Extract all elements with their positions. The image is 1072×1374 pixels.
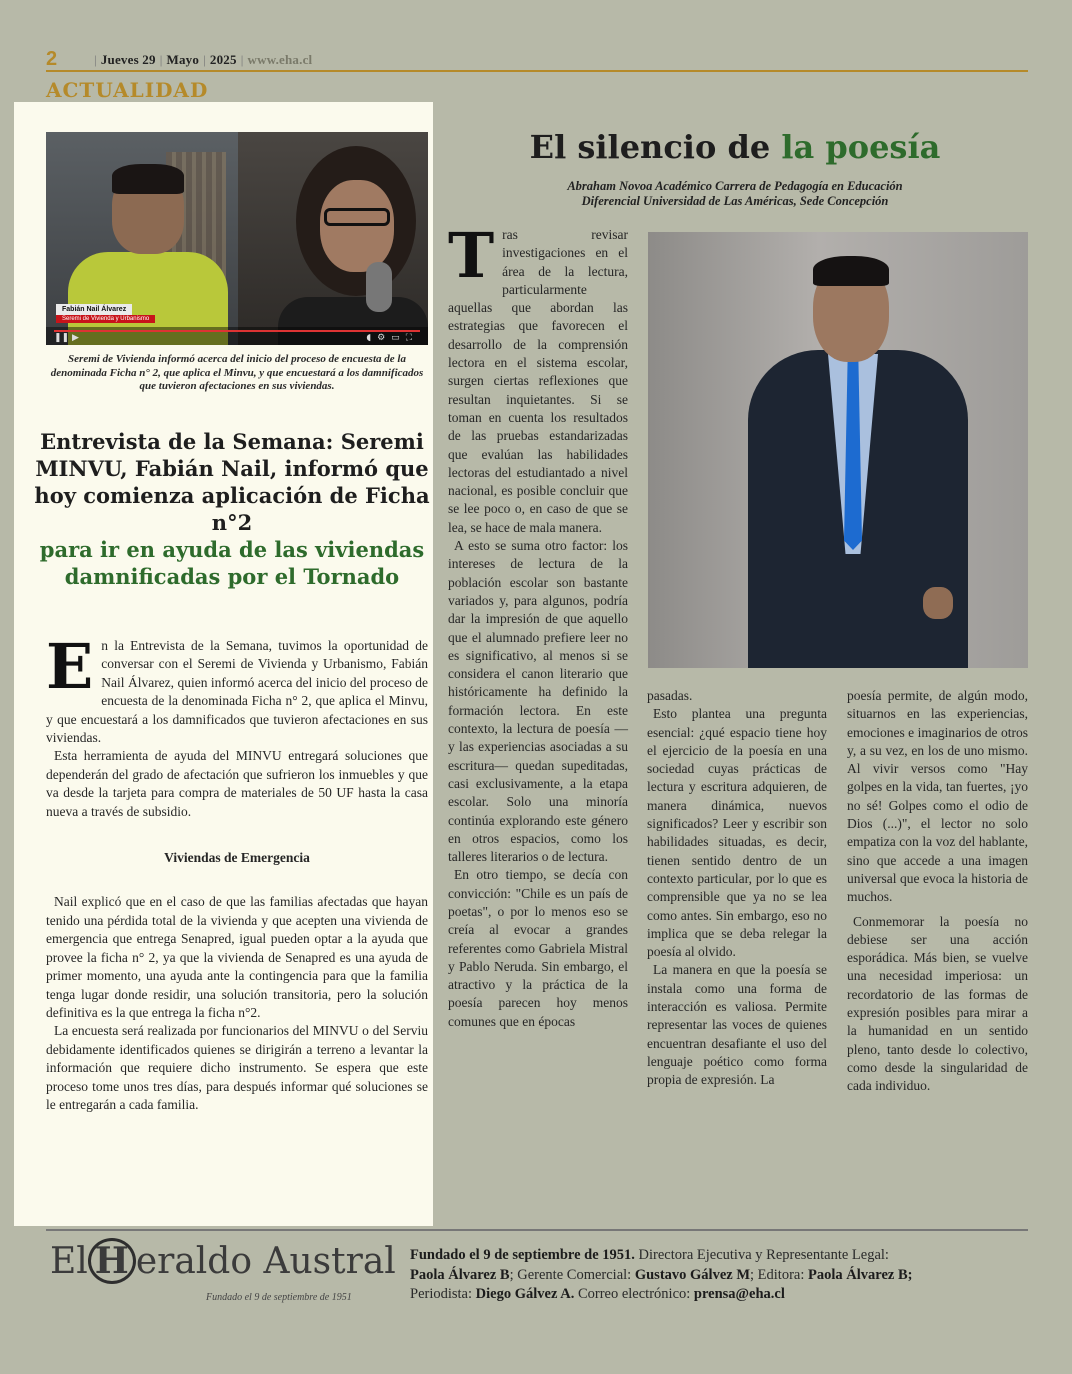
- imprint-manager-name: Gustavo Gálvez M: [634, 1266, 751, 1283]
- headline-main: Entrevista de la Semana: Seremi MINVU, Fabián Nail, informó que hoy comienza aplicación de Ficha n°2: [34, 429, 430, 535]
- imprint-email[interactable]: prensa@eha.cl: [693, 1286, 785, 1302]
- imprint-block: [410, 1246, 1028, 1305]
- imprint-editor-label: ; Editora:: [750, 1266, 805, 1283]
- left-paragraph-3: Nail explicó que en el caso de que las familias afectadas que hayan tenido una pérdida total de la vivienda y que acepten una vivienda de emergencia que entrega Senapred, igual pueden optar a la ayuda que provee la ficha n° 2, ya que la vivienda de Senapred es una ayuda de primer momento, una ayuda ante la contingencia para que la familia tenga lugar donde residir, una solución transitoria, pero la solución definitiva es la que entrega la ficha n°2.: [46, 894, 428, 1020]
- col2-continuation: pasadas.: [647, 688, 693, 703]
- footer-divider: [46, 1229, 1028, 1231]
- article-column-3: [847, 687, 1028, 1096]
- logo-austral: Austral: [263, 1241, 396, 1282]
- title-green: la poesía: [781, 128, 941, 166]
- person-2-head: [320, 180, 394, 272]
- logo-eraldo: eraldo: [135, 1241, 253, 1282]
- col1-paragraph-1: [448, 219, 628, 537]
- left-subheading: Viviendas de Emergencia: [164, 850, 310, 866]
- imprint-founded: Fundado el 9 de septiembre de 1951.: [410, 1247, 635, 1263]
- col2-paragraph-1: Esto plantea una pregunta esencial: ¿qué espacio tiene hoy el ejercicio de la poesía en una sociedad cuyas prácticas de lectura y escritura adquieren, de manera dinámica, nuevos significados? Leer y escribir son habilidades situadas, es decir, tienen sentido dentro de un contexto particular, por lo que es comprensible que ya no se lea como antes. Sin embargo, eso no implica que se deba relegar la poesía al olvido.: [647, 706, 827, 960]
- person-1-hair: [112, 164, 184, 194]
- right-article-title: [440, 128, 1030, 166]
- video-progress-bar[interactable]: [54, 330, 420, 332]
- person-2-glasses: [324, 208, 390, 226]
- headline-green: para ir en ayuda de las viviendas damnificadas por el Tornado: [39, 537, 425, 589]
- left-dropcap: E: [46, 630, 94, 703]
- captions-icon[interactable]: ▭: [391, 333, 406, 343]
- video-name-subtag: Seremi de Vivienda y Urbanismo: [56, 315, 155, 323]
- col3-paragraph-1: Conmemorar la poesía no debiese ser una acción esporádica. Más bien, se vuelve una necesidad imperiosa: un recordatorio de las formas de expresión posibles para mirar a la humanidad en un sentido pleno, tanto desde lo colectivo, como desde la singularidad de cada individuo.: [847, 913, 1028, 1094]
- byline-line-1: Abraham Novoa Académico Carrera de Pedagogía en Educación: [567, 179, 903, 193]
- settings-icon[interactable]: ⚙: [377, 333, 392, 343]
- imprint-journalist-label: Periodista:: [410, 1286, 473, 1302]
- author-portrait: [648, 232, 1028, 668]
- left-paragraph-4: La encuesta será realizada por funcionarios del MINVU o del Serviu debidamente identificados quienes se dirigirán a terreno a levantar la información que requiere dicho instrumento. Se espera que este proceso tome unos tres días, para después informar qué soluciones se le entregarán a cada familia.: [46, 1023, 428, 1112]
- newspaper-logo: [50, 1238, 396, 1288]
- header-dateline: | Jueves 29 | Mayo | 2025 | www.eha.cl: [94, 52, 313, 67]
- page-number: 2: [46, 48, 58, 70]
- col1-paragraph-1-text: ras revisar investigaciones en el área de la lectura, particularmente aquellas que abordan las estrategias que favorecen el desarrollo de la comprensión lectora en el sistema escolar, surgen ciertas reflexiones que resultan inquietantes. Si se toman en cuenta los resultados de las pruebas estandarizadas que evalúan las habilidades lectoras del estudiantado a nivel nacional, es posible concluir que se lee poco o, en caso de que se lea, se hace de mala manera.: [448, 227, 628, 535]
- left-paragraph-1-text: n la Entrevista de la Semana, tuvimos la oportunidad de conversar con el Seremi de Vivienda y Urbanismo, Fabián Nail Álvarez, quien informó acerca del inicio del proceso de encuesta de la denominada Ficha n° 2, que aplica el Minvu, y que encuestará a los damnificados que tuvieron afectaciones en sus viviendas.: [46, 638, 428, 746]
- imprint-editor-name: Paola Álvarez B;: [808, 1266, 913, 1283]
- header-year: 2025: [209, 52, 237, 67]
- header-month: Mayo: [166, 52, 200, 67]
- left-article-body: [46, 630, 428, 1114]
- left-paragraph-1: [46, 630, 428, 747]
- byline-line-2: Diferencial Universidad de Las Américas, Sede Concepción: [581, 194, 889, 208]
- video-caption: Seremi de Vivienda informó acerca del inicio del proceso de encuesta de la denominada Ficha n° 2, que aplica el Minvu, y que encuestará a los damnificados que tuvieron afectaciones en sus viviendas.: [50, 353, 424, 392]
- section-label: ACTUALIDAD: [46, 78, 209, 102]
- imprint-journalist-name: Diego Gálvez A.: [475, 1286, 575, 1302]
- header-date: Jueves 29: [100, 52, 156, 67]
- title-main: El silencio de: [529, 128, 771, 166]
- fullscreen-icon[interactable]: ⛶: [405, 333, 418, 343]
- video-control-icons[interactable]: [366, 333, 418, 343]
- video-name-tag: Fabián Nail Álvarez: [56, 304, 132, 315]
- left-paragraph-2: Esta herramienta de ayuda del MINVU entregará soluciones que dependerán del grado de afectación que sufrieron los inmuebles y que va desde la tarjeta para compra de materiales de 50 UF hasta la casa nueva a través de subsidio.: [46, 748, 428, 819]
- microphone: [366, 262, 392, 312]
- volume-icon[interactable]: ◖: [366, 333, 378, 343]
- article-column-2: [647, 687, 827, 1090]
- imprint-email-label: Correo electrónico:: [577, 1286, 691, 1302]
- left-headline: [30, 428, 434, 590]
- page-header: [46, 48, 1028, 72]
- col2-paragraph-2: La manera en que la poesía se instala como una forma de interacción es valiosa. Permite representar las voces de quienes encuentran desafiante el uso del lenguaje poético como forma propia de expresión. La: [647, 962, 827, 1088]
- play-icon[interactable]: ❚❚ ▶: [54, 333, 79, 343]
- article-column-1: [448, 219, 628, 1031]
- col1-paragraph-2: A esto se suma otro factor: los intereses de lectura de la población escolar son bastante variados y, para algunos, podría dar la impresión de que aquello que el alumnado prefiere leer no es significativo, al menos si se considera el canon literario que históricamente ha definido la formación lectora. En este contexto, la lectura de poesía —y las experiencias asociadas a su escritura— quedan supeditadas, casi exclusivamente, a la etapa escolar. Solo una minoría continúa explorando este género en otros espacios, como los talleres literarios o de lectura.: [448, 538, 628, 865]
- col1-paragraph-3: En otro tiempo, se decía con convicción: "Chile es un país de poetas", o por lo menos eso se creía al evocar a grandes referentes como Gabriela Mistral y Pablo Neruda. Sin embargo, el atractivo y la práctica de la poesía parecen hoy menos comunes que en épocas: [448, 867, 628, 1029]
- logo-tagline: Fundado el 9 de septiembre de 1951: [206, 1292, 352, 1303]
- portrait-hair: [813, 256, 889, 286]
- video-controls[interactable]: [46, 327, 428, 345]
- article-byline: [440, 179, 1030, 209]
- imprint-director-label: Directora Ejecutiva y Representante Legal:: [638, 1247, 889, 1263]
- logo-el: El: [50, 1241, 88, 1282]
- logo-h: H: [88, 1238, 136, 1284]
- imprint-director-name: Paola Álvarez B: [410, 1266, 510, 1283]
- header-url[interactable]: www.eha.cl: [247, 52, 313, 67]
- col3-continuation: poesía permite, de algún modo, situarnos en las experiencias, emociones e imaginarios de otros y, a su vez, en los de uno mismo. Al vivir versos como "Hay golpes en la vida, tan fuertes, ¡yo no sé! Golpes como el odio de Dios (...)", el lector no solo empatiza con la voz del hablante, sino que accede a una imagen universal que evoca la historia de muchos.: [847, 688, 1028, 905]
- right-dropcap: T: [448, 219, 495, 292]
- video-player[interactable]: [46, 132, 428, 345]
- imprint-manager-label: ; Gerente Comercial:: [509, 1266, 632, 1283]
- portrait-hand: [923, 587, 953, 619]
